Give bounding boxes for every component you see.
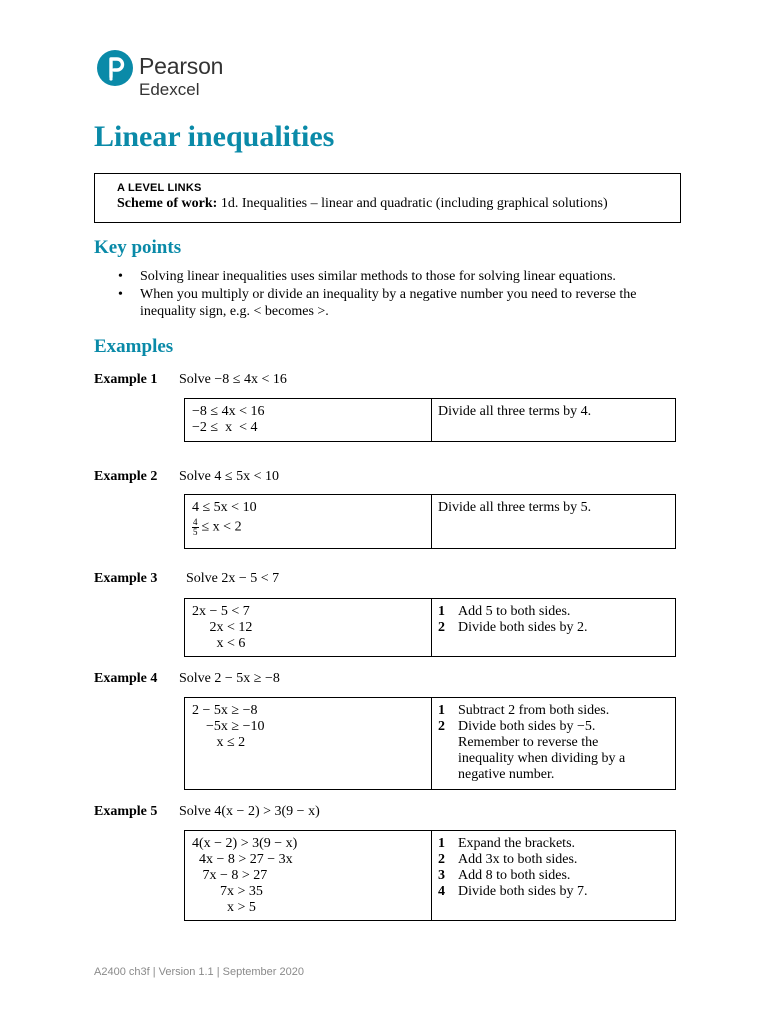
page-title: Linear inequalities bbox=[94, 120, 335, 153]
list-item: • Solving linear inequalities uses similar methods to those for solving linear equations. bbox=[118, 269, 616, 284]
notes-column: 1 Subtract 2 from both sides. 2 Divide both sides by −5. Remember to reverse the inequality when dividing by a negative number. bbox=[438, 703, 626, 782]
example-problem: Solve 2x − 5 < 7 bbox=[186, 571, 280, 586]
working-column: 4(x − 2) > 3(9 − x) 4x − 8 > 27 − 3x 7x − 8 > 27 7x > 35 x > 5 bbox=[185, 831, 432, 920]
working-column: 2 − 5x ≥ −8 −5x ≥ −10 x ≤ 2 bbox=[185, 698, 432, 789]
example-label: Example 5 bbox=[94, 804, 158, 819]
page-footer: A2400 ch3f | Version 1.1 | September 2020 bbox=[94, 966, 304, 978]
example-problem: Solve 4(x − 2) > 3(9 − x) bbox=[179, 804, 320, 819]
example-table bbox=[184, 830, 676, 921]
working-column: −8 ≤ 4x < 16 −2 ≤ x < 4 bbox=[185, 399, 432, 441]
example-label: Example 3 bbox=[94, 571, 158, 586]
working-column: 2x − 5 < 7 2x < 12 x < 6 bbox=[185, 599, 432, 656]
scheme-of-work bbox=[117, 196, 680, 212]
scheme-label: Scheme of work: bbox=[117, 196, 218, 211]
example-table bbox=[184, 494, 676, 549]
list-item: • When you multiply or divide an inequality by a negative number you need to reverse the inequality sign, e.g. < becomes >. bbox=[118, 287, 637, 319]
notes-column: 1 Expand the brackets. 2 Add 3x to both sides. 3 Add 8 to both sides. 4 Divide both sides by 7. bbox=[438, 836, 588, 899]
examples-heading: Examples bbox=[94, 336, 174, 357]
key-points-heading: Key points bbox=[94, 237, 182, 258]
example-problem: Solve 4 ≤ 5x < 10 bbox=[179, 469, 279, 484]
pearson-logo-icon bbox=[97, 50, 133, 86]
notes-column: 1 Add 5 to both sides. 2 Divide both sides by 2. bbox=[438, 604, 588, 635]
brand-name: Pearson bbox=[139, 53, 224, 79]
example-label: Example 2 bbox=[94, 469, 158, 484]
bullet-icon: • bbox=[118, 269, 123, 284]
example-problem: Solve 2 − 5x ≥ −8 bbox=[179, 671, 280, 686]
example-label: Example 4 bbox=[94, 671, 158, 686]
brand-sub: Edexcel bbox=[139, 80, 200, 99]
key-points-list bbox=[94, 268, 674, 321]
bullet-icon: • bbox=[118, 287, 123, 302]
scheme-text: 1d. Inequalities – linear and quadratic (including graphical solutions) bbox=[217, 196, 608, 211]
a-level-links-box bbox=[94, 173, 681, 223]
example-table bbox=[184, 398, 676, 442]
notes-column: Divide all three terms by 5. bbox=[438, 500, 592, 515]
example-table bbox=[184, 598, 676, 657]
example-table bbox=[184, 697, 676, 790]
example-problem: Solve −8 ≤ 4x < 16 bbox=[179, 372, 287, 387]
fraction: $\frac{4}{5}$ bbox=[193, 517, 198, 537]
links-heading: A LEVEL LINKS bbox=[117, 182, 202, 194]
example-label: Example 1 bbox=[94, 372, 158, 387]
notes-column: Divide all three terms by 4. bbox=[438, 404, 592, 419]
working-column: 4 ≤ 5x < 10 $\frac{4}{5}$ ≤ x < 2 bbox=[185, 495, 432, 548]
